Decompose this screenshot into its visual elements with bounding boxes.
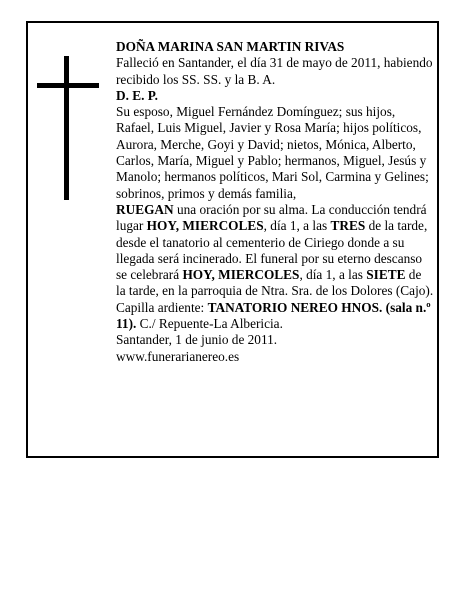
obituary-text: [116, 39, 434, 365]
funeral-text-1: una oración por su alma. La conducción tendrá lugar: [116, 201, 427, 234]
funeral-text-3: de la tarde, desde el tanatorio al cementerio de Ciriego donde a su llegada será incinerado. El funeral por su eterno descanso se celebrará: [116, 218, 428, 283]
dep-line: D. E. P.: [116, 87, 158, 103]
family-list: Su esposo, Miguel Fernández Domínguez; sus hijos, Rafael, Luis Miguel, Javier y Rosa María; hijos políticos, Aurora, Merche, Goyi y David; nietos, Mónica, Alberto, Carlos, María, Miguel y Pablo; hermanos, Miguel, Jesús y Manolo; hermanos políticos, Mari Sol, Carmina y Gelines; sobrinos, primos y demás familia,: [116, 104, 429, 201]
funeral-hour: SIETE: [366, 267, 406, 283]
funeral-text-5: de la tarde, en la parroquia de Ntra. Sra. de los Dolores (Cajo). Capilla ardiente:: [116, 267, 434, 315]
date-line: Santander, 1 de junio de 2011.: [116, 332, 278, 348]
cross-horizontal-bar: [37, 83, 99, 88]
obituary-notice: [26, 21, 439, 458]
ruegan-word: RUEGAN: [116, 201, 174, 217]
deceased-name: DOÑA MARINA SAN MARTIN RIVAS: [116, 39, 345, 54]
funeral-text-6: C./ Repuente-La Albericia.: [136, 316, 283, 332]
funeral-text-4: , día 1, a las: [299, 267, 367, 283]
cross-icon: [37, 56, 99, 200]
conduction-day: HOY, MIERCOLES: [146, 218, 264, 234]
funeral-text-2: , día 1, a las: [263, 218, 331, 234]
funeral-details: [116, 202, 434, 332]
death-statement: Falleció en Santander, el día 31 de mayo de 2011, habiendo recibido los SS. SS. y la B. A.: [116, 55, 433, 87]
cross-vertical-bar: [64, 56, 69, 200]
funeral-day: HOY, MIERCOLES: [182, 267, 300, 283]
funeral-home-name: TANATORIO NEREO HNOS. (sala n.º 11).: [116, 299, 431, 332]
website-url: www.funerarianereo.es: [116, 348, 240, 364]
conduction-hour: TRES: [330, 218, 366, 234]
